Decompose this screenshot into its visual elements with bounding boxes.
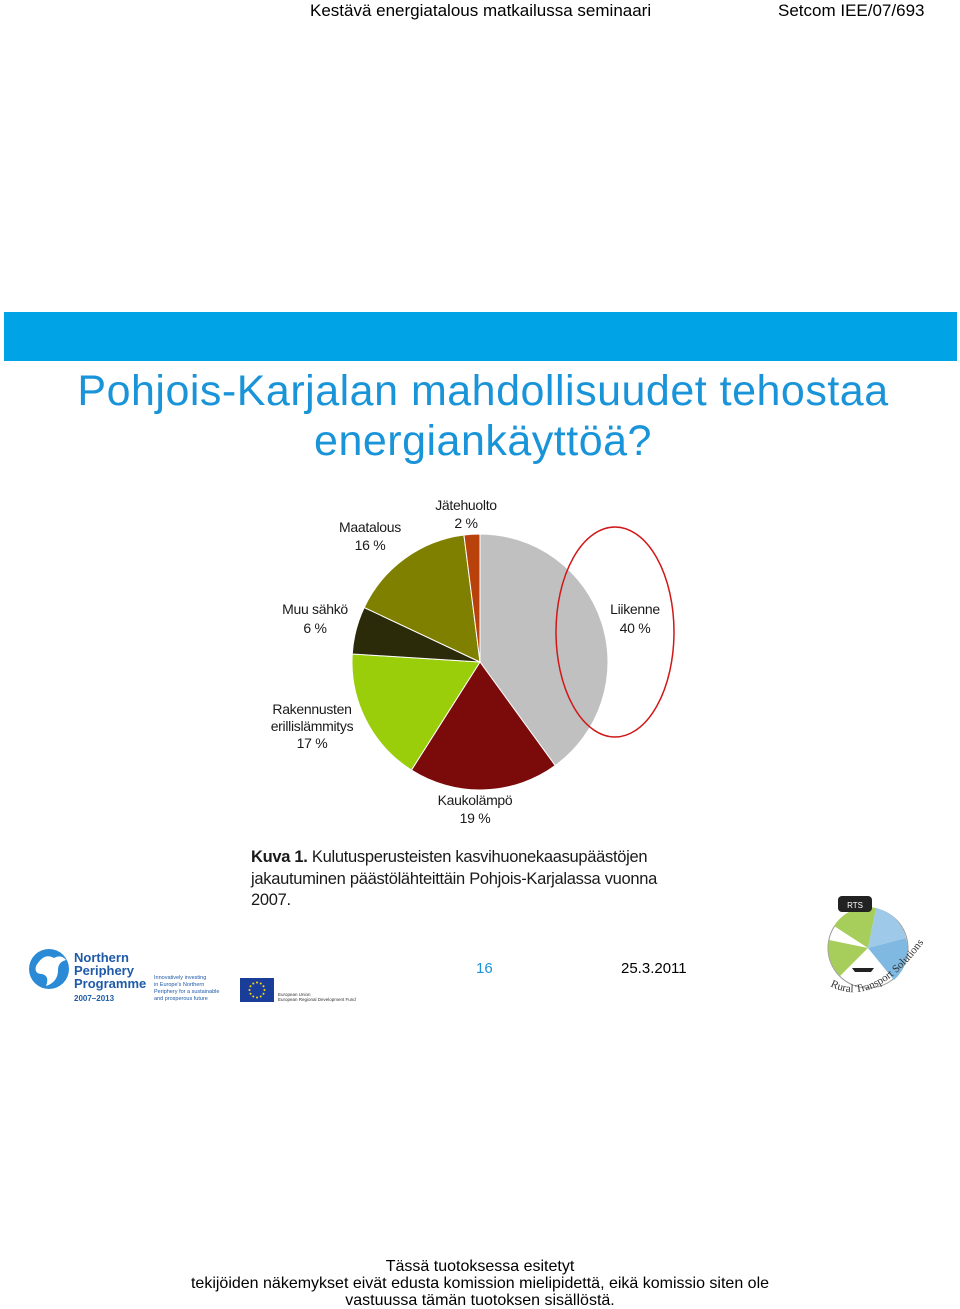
emissions-pie-chart	[240, 490, 710, 835]
np-tagline-4: and prosperous future	[154, 996, 208, 1002]
label-jatehuolto: Jätehuolto	[435, 497, 497, 513]
eu-star	[262, 985, 264, 987]
eu-star	[256, 982, 258, 984]
eu-star	[249, 989, 251, 991]
value-liikenne: 40 %	[619, 620, 651, 636]
label-maatalous: Maatalous	[339, 519, 401, 535]
slide-title	[0, 366, 960, 466]
caption-bold-label: Kuva 1.	[251, 848, 308, 866]
eu-star	[260, 983, 262, 985]
page-number: 16	[476, 960, 493, 977]
value-jatehuolto: 2 %	[454, 515, 478, 531]
np-tagline-3: Periphery for a sustainable	[154, 989, 220, 995]
rural-transport-solutions-logo	[814, 890, 929, 1002]
value-rakennusten: 17 %	[296, 735, 328, 751]
value-muu-sahko: 6 %	[303, 620, 327, 636]
np-line3: Programme	[74, 976, 147, 991]
caption-line1: Kulutusperusteisten kasvihuonekaasupäästöjen	[311, 848, 648, 866]
slide-date: 25.3.2011	[621, 960, 687, 977]
np-tagline-1: Innovatively investing	[154, 975, 207, 981]
np-line1: Northern	[74, 950, 129, 965]
disclaimer-line3: vastuussa tämän tuotoksen sisällöstä.	[345, 1292, 615, 1309]
figure-caption	[251, 847, 711, 912]
eu-star	[250, 985, 252, 987]
label-liikenne: Liikenne	[610, 601, 660, 617]
caption-line3: 2007.	[251, 891, 291, 909]
pie-slices	[352, 534, 608, 790]
header-right-text: Setcom IEE/07/693	[778, 1, 925, 20]
np-tagline-2: in Europe's Northern	[154, 982, 205, 988]
eu-star	[260, 995, 262, 997]
disclaimer	[0, 1258, 960, 1309]
caption-line2: jakautuminen päästölähteittäin Pohjois-Karjalassa vuonna	[251, 869, 658, 888]
eu-star	[264, 989, 266, 991]
boat-icon	[852, 968, 874, 972]
disclaimer-line1: Tässä tuotoksessa esitetyt	[385, 1258, 575, 1275]
eu-star	[252, 995, 254, 997]
rts-arc-text: Rural Transport Solutions	[828, 936, 927, 996]
rts-badge: RTS	[847, 901, 863, 910]
slide-title-line1: Pohjois-Karjalan mahdollisuudet tehostaa	[77, 367, 889, 415]
label-muu-sahko: Muu sähkö	[282, 601, 348, 617]
header-left-text: Kestävä energiatalous matkailussa seminaari	[310, 1, 652, 20]
northern-periphery-logo	[28, 944, 228, 1006]
value-kaukolampo: 19 %	[459, 810, 491, 826]
eu-line2: European Regional Development Fund	[278, 997, 356, 1002]
eu-star	[262, 993, 264, 995]
np-bird-icon	[29, 949, 69, 989]
np-years: 2007–2013	[74, 994, 115, 1003]
slide-title-line2: energiankäyttöä?	[314, 417, 652, 465]
eu-star	[256, 997, 258, 999]
eu-star	[250, 993, 252, 995]
value-maatalous: 16 %	[354, 537, 386, 553]
eu-line1: European Union	[278, 992, 311, 997]
eu-flag-logo	[240, 977, 358, 1005]
eu-star	[252, 983, 254, 985]
disclaimer-line2: tekijöiden näkemykset eivät edusta komission mielipidettä, eikä komissio siten ole	[190, 1275, 770, 1292]
label-kaukolampo: Kaukolämpö	[437, 792, 513, 808]
np-line2: Periphery	[74, 963, 134, 978]
label-rakennusten-line1: Rakennusten	[272, 701, 352, 717]
title-band	[4, 312, 957, 361]
label-rakennusten-line2: erillislämmitys	[270, 718, 354, 734]
